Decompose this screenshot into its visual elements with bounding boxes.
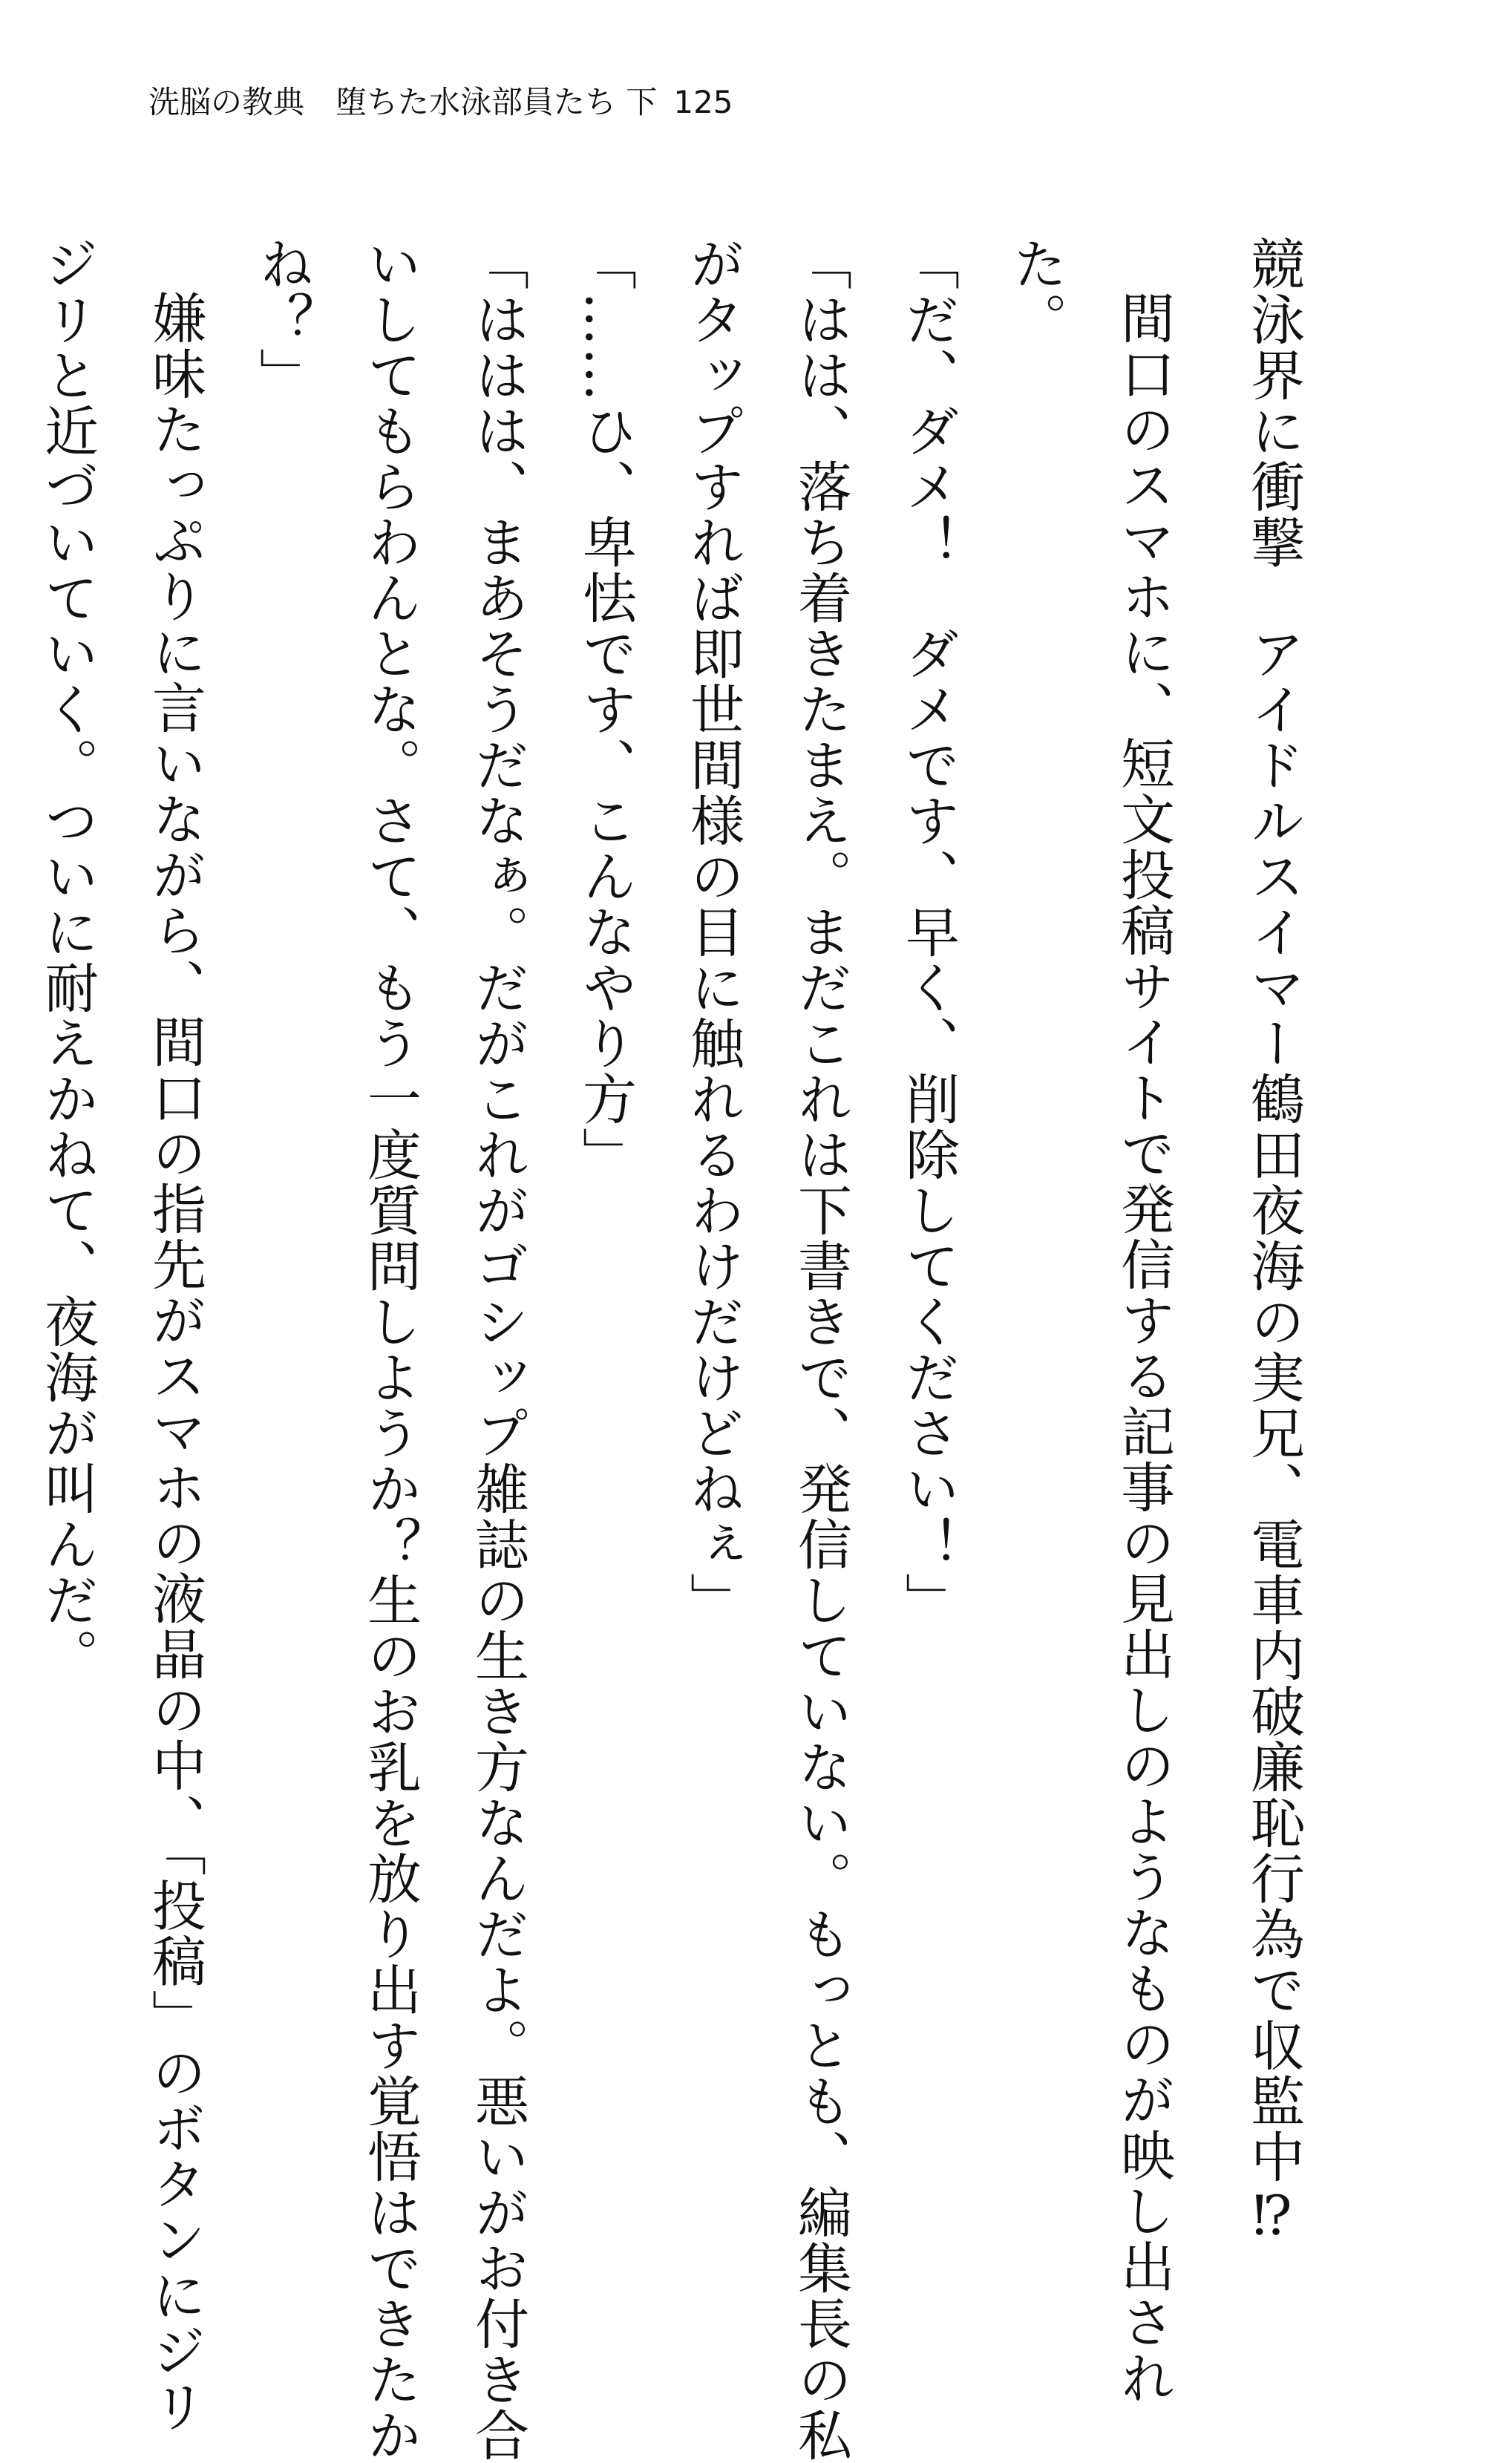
running-header [148,80,733,125]
text-line: いしてもらわんとな。さて、もう一度質問しようか？生のお乳を放り出す覚悟はできたか [358,236,421,2463]
dialogue-line: 「……ひ、卑怯です、こんなやり方」 [573,236,636,1183]
dialogue-line [0,236,13,1951]
text-line: ね？」 [250,236,313,403]
dialogue-line: 「はは、落ち着きたまえ。まだこれは下書きで、発信していない。もっとも、編集長の私 [788,236,851,2463]
chapter-heading: 競泳界に衝撃 アイドルスイマー鶴田夜海の実兄、電車内破廉恥行為で収監中⁉ [1241,236,1304,2249]
dialogue-line: 「ははは、まあそうだなぁ。だがこれがゴシップ雑誌の生き方なんだよ。悪いがお付き合 [465,236,528,2463]
vertical-text-body [0,236,1326,2463]
text-line: がタップすれば即世間様の目に触れるわけだけどねぇ」 [681,236,744,1628]
text-line: た。 [1004,236,1067,347]
book-title: 洗脳の教典 堕ちた水泳部員たち 下 [148,84,658,120]
text-line: 嫌味たっぷりに言いながら、間口の指先がスマホの液晶の中、「投稿」のボタンにジリ [143,290,206,2435]
text-line: 間口のスマホに、短文投稿サイトで発信する記事の見出しのようなものが映し出され [1111,290,1174,2406]
dialogue-line: 「だ、ダメ！ ダメです、早く、削除してください！」 [896,236,959,1628]
page-number: 125 [673,84,733,120]
text-line: ジリと近づいていく。ついに耐えかねて、夜海が叫んだ。 [35,236,98,1684]
